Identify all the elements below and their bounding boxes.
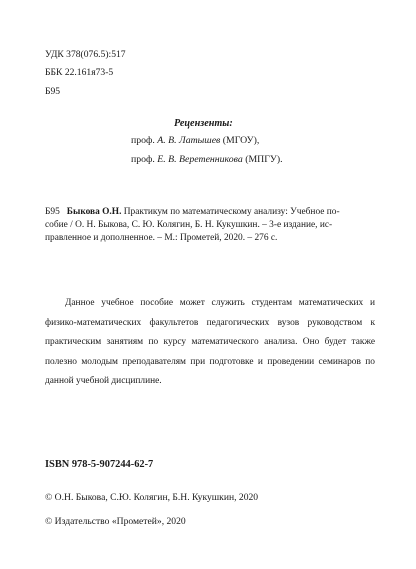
reviewer-1 (131, 135, 259, 147)
catalog-mark: Б95 (45, 207, 60, 217)
reviewer-2-org: (МПГУ). (245, 154, 283, 165)
catalog-title: Практикум по математическому анализу: Учебное по- (123, 207, 340, 217)
abstract-text: Данное учебное пособие может служить студентам математических и физико-математических факультетов педагогических вузов руководством к практическим занятиям по курсу математического анализа. Оно будет также полезно молодым преподавателям при подготовке и проведении семинаров по данной учебной дисциплине. (45, 298, 375, 386)
abstract-paragraph (45, 294, 375, 392)
reviewer-2-name: Е. В. Веретенникова (157, 154, 243, 165)
catalog-entry-line-3: правленное и дополненное. – М.: Прометей, 2020. – 276 с. (45, 233, 278, 243)
copyright-authors: © О.Н. Быкова, С.Ю. Колягин, Б.Н. Кукушкин, 2020 (45, 492, 259, 503)
catalog-entry-line-1 (45, 206, 340, 219)
reviewers-title: Рецензенты: (174, 118, 233, 129)
catalog-entry-line-2: собие / О. Н. Быкова, С. Ю. Колягин, Б. Н. Кукушкин. – 3-е издание, ис- (45, 220, 333, 230)
isbn: ISBN 978-5-907244-62-7 (45, 459, 154, 470)
copyright-publisher: © Издательство «Прометей», 2020 (45, 516, 186, 527)
reviewer-2-prefix: проф. (131, 154, 155, 165)
reviewer-1-name: А. В. Латышев (157, 135, 221, 146)
bbk-code: ББК 22.161я73-5 (45, 67, 114, 78)
udc-code: УДК 378(076.5):517 (45, 49, 126, 60)
reviewer-2 (131, 154, 283, 166)
reviewer-1-prefix: проф. (131, 135, 155, 146)
reviewer-1-org: (МГОУ), (222, 135, 260, 146)
catalog-author: Быкова О.Н. (66, 207, 122, 217)
author-mark: Б95 (45, 86, 61, 97)
